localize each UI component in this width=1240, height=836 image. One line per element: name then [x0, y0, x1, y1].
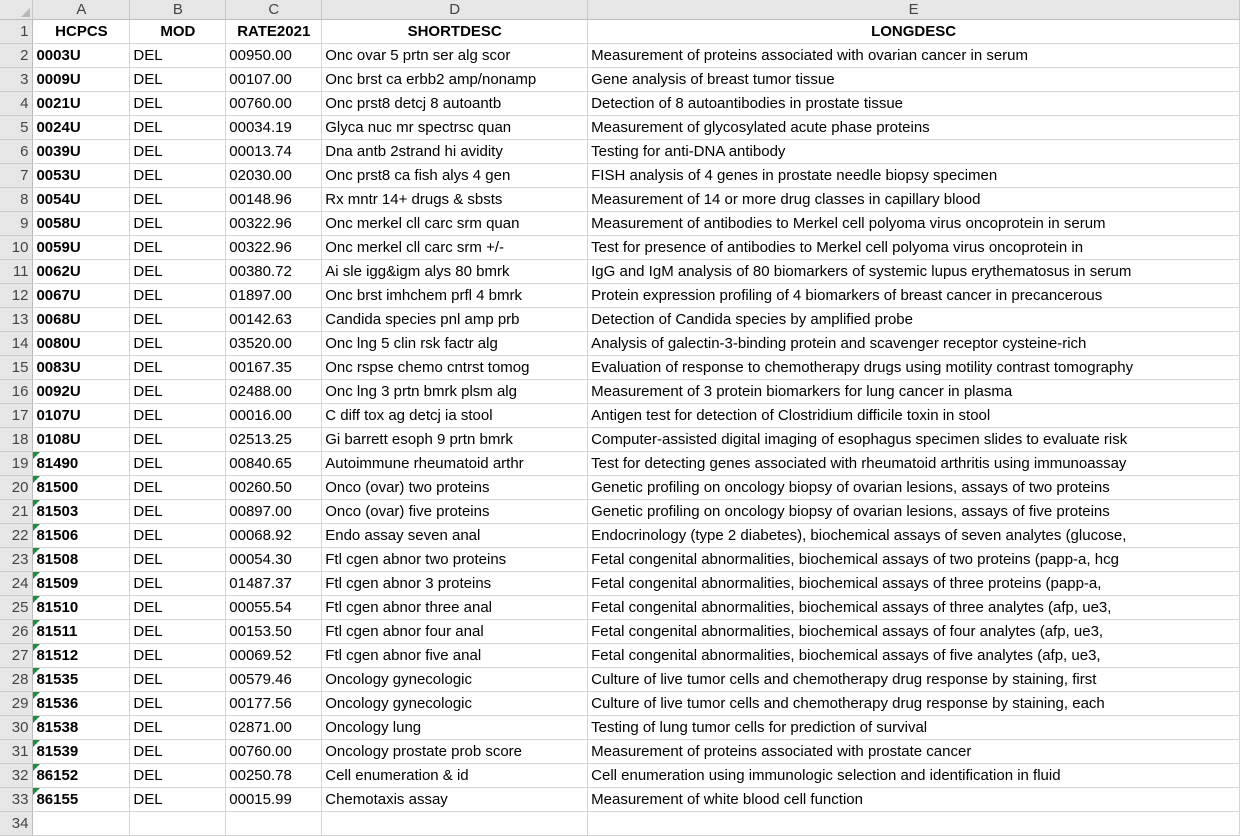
cell-hcpcs[interactable]: 81535	[33, 668, 130, 692]
row-number[interactable]: 10	[0, 236, 33, 260]
row-number[interactable]: 30	[0, 716, 33, 740]
column-header-d[interactable]: D	[322, 0, 588, 20]
cell-mod[interactable]: DEL	[130, 140, 226, 164]
cell-longdesc[interactable]: Cell enumeration using immunologic selection and identification in fluid	[588, 764, 1240, 788]
table-row	[0, 668, 1240, 692]
table-row-partial	[0, 812, 1240, 836]
table-row	[0, 356, 1240, 380]
cell-shortdesc[interactable]: Onc lng 3 prtn bmrk plsm alg	[322, 380, 588, 404]
cell-longdesc[interactable]: Measurement of glycosylated acute phase proteins	[588, 116, 1240, 140]
table-row	[0, 92, 1240, 116]
row-number[interactable]: 23	[0, 548, 33, 572]
cell-hcpcs[interactable]: 81500	[33, 476, 130, 500]
table-row	[0, 44, 1240, 68]
cell-shortdesc[interactable]: Onc merkel cll carc srm quan	[322, 212, 588, 236]
cell-longdesc[interactable]: Genetic profiling on oncology biopsy of ovarian lesions, assays of two proteins	[588, 476, 1240, 500]
row-number[interactable]: 31	[0, 740, 33, 764]
cell-longdesc[interactable]: Analysis of galectin-3-binding protein and scavenger receptor cysteine-rich	[588, 332, 1240, 356]
row-number[interactable]: 3	[0, 68, 33, 92]
cell-hcpcs[interactable]: 0068U	[33, 308, 130, 332]
cell-shortdesc[interactable]: Onco (ovar) two proteins	[322, 476, 588, 500]
cell-hcpcs[interactable]: 81503	[33, 500, 130, 524]
cell-rate[interactable]: 00142.63	[226, 308, 322, 332]
cell-longdesc[interactable]: Evaluation of response to chemotherapy drugs using motility contrast tomography	[588, 356, 1240, 380]
cell-longdesc[interactable]: Fetal congenital abnormalities, biochemical assays of three analytes (afp, ue3,	[588, 596, 1240, 620]
cell-shortdesc[interactable]: Oncology lung	[322, 716, 588, 740]
cell-rate[interactable]: 00069.52	[226, 644, 322, 668]
row-number[interactable]: 24	[0, 572, 33, 596]
cell-mod[interactable]: DEL	[130, 188, 226, 212]
row-number[interactable]: 17	[0, 404, 33, 428]
cell-hcpcs[interactable]: 0092U	[33, 380, 130, 404]
cell-mod[interactable]: DEL	[130, 356, 226, 380]
cell-hcpcs[interactable]: 81512	[33, 644, 130, 668]
table-row	[0, 284, 1240, 308]
row-number[interactable]: 19	[0, 452, 33, 476]
cell-hcpcs[interactable]: 0009U	[33, 68, 130, 92]
row-number[interactable]: 8	[0, 188, 33, 212]
table-row	[0, 164, 1240, 188]
cell-longdesc[interactable]: Culture of live tumor cells and chemotherapy drug response by staining, first	[588, 668, 1240, 692]
cell-longdesc[interactable]: Detection of Candida species by amplified probe	[588, 308, 1240, 332]
cell-shortdesc[interactable]: Onc prst8 ca fish alys 4 gen	[322, 164, 588, 188]
cell-rate[interactable]: 02513.25	[226, 428, 322, 452]
cell-mod[interactable]: DEL	[130, 692, 226, 716]
cell-mod[interactable]: DEL	[130, 236, 226, 260]
cell-mod[interactable]: DEL	[130, 404, 226, 428]
table-row	[0, 716, 1240, 740]
cell-rate[interactable]: 00034.19	[226, 116, 322, 140]
row-number[interactable]: 26	[0, 620, 33, 644]
cell-shortdesc[interactable]: Cell enumeration & id	[322, 764, 588, 788]
cell-shortdesc[interactable]: Chemotaxis assay	[322, 788, 588, 812]
cell-longdesc[interactable]: Computer-assisted digital imaging of esophagus specimen slides to evaluate risk	[588, 428, 1240, 452]
cell-shortdesc[interactable]: Onc ovar 5 prtn ser alg scor	[322, 44, 588, 68]
table-row	[0, 212, 1240, 236]
cell-mod[interactable]: DEL	[130, 620, 226, 644]
empty-cell[interactable]	[226, 812, 322, 836]
cell-shortdesc[interactable]: Rx mntr 14+ drugs & sbsts	[322, 188, 588, 212]
table-row	[0, 428, 1240, 452]
table-row	[0, 500, 1240, 524]
row-number[interactable]: 4	[0, 92, 33, 116]
row-number[interactable]: 25	[0, 596, 33, 620]
cell-hcpcs[interactable]: 81508	[33, 548, 130, 572]
cell-longdesc[interactable]: Measurement of 3 protein biomarkers for lung cancer in plasma	[588, 380, 1240, 404]
column-header-c[interactable]: C	[226, 0, 322, 20]
cell-rate[interactable]: 00840.65	[226, 452, 322, 476]
cell-shortdesc[interactable]: Ftl cgen abnor two proteins	[322, 548, 588, 572]
cell-hcpcs[interactable]: 0058U	[33, 212, 130, 236]
cell-longdesc[interactable]: Fetal congenital abnormalities, biochemical assays of four analytes (afp, ue3,	[588, 620, 1240, 644]
table-row	[0, 68, 1240, 92]
cell-longdesc[interactable]: Measurement of 14 or more drug classes in capillary blood	[588, 188, 1240, 212]
cell-mod[interactable]: DEL	[130, 44, 226, 68]
cell-mod[interactable]: DEL	[130, 572, 226, 596]
cell-longdesc[interactable]: Culture of live tumor cells and chemotherapy drug response by staining, each	[588, 692, 1240, 716]
cell-longdesc[interactable]: Endocrinology (type 2 diabetes), biochemical assays of seven analytes (glucose,	[588, 524, 1240, 548]
cell-mod[interactable]: DEL	[130, 596, 226, 620]
row-number[interactable]: 32	[0, 764, 33, 788]
cell-longdesc[interactable]: Fetal congenital abnormalities, biochemical assays of five analytes (afp, ue3,	[588, 644, 1240, 668]
cell-hcpcs[interactable]: 81538	[33, 716, 130, 740]
cell-shortdesc[interactable]: Oncology gynecologic	[322, 692, 588, 716]
cell-mod[interactable]: DEL	[130, 476, 226, 500]
cell-longdesc[interactable]: Antigen test for detection of Clostridium difficile toxin in stool	[588, 404, 1240, 428]
cell-rate[interactable]: 00054.30	[226, 548, 322, 572]
cell-longdesc[interactable]: Measurement of proteins associated with prostate cancer	[588, 740, 1240, 764]
cell-longdesc[interactable]: Testing of lung tumor cells for prediction of survival	[588, 716, 1240, 740]
row-number[interactable]: 16	[0, 380, 33, 404]
row-number[interactable]: 14	[0, 332, 33, 356]
table-row	[0, 236, 1240, 260]
header-data-row	[0, 20, 1240, 44]
table-row	[0, 404, 1240, 428]
cell-rate[interactable]: 00068.92	[226, 524, 322, 548]
table-row	[0, 572, 1240, 596]
header-cell-shortdesc[interactable]: SHORTDESC	[322, 20, 588, 44]
cell-shortdesc[interactable]: Ftl cgen abnor three anal	[322, 596, 588, 620]
cell-shortdesc[interactable]: Endo assay seven anal	[322, 524, 588, 548]
cell-rate[interactable]: 00167.35	[226, 356, 322, 380]
cell-hcpcs[interactable]: 81490	[33, 452, 130, 476]
cell-longdesc[interactable]: Detection of 8 autoantibodies in prostate tissue	[588, 92, 1240, 116]
column-header-row	[0, 0, 1240, 20]
row-number[interactable]: 15	[0, 356, 33, 380]
cell-hcpcs[interactable]: 86155	[33, 788, 130, 812]
cell-mod[interactable]: DEL	[130, 164, 226, 188]
cell-shortdesc[interactable]: Candida species pnl amp prb	[322, 308, 588, 332]
header-cell-mod[interactable]: MOD	[130, 20, 226, 44]
cell-rate[interactable]: 02030.00	[226, 164, 322, 188]
row-number[interactable]: 12	[0, 284, 33, 308]
row-number[interactable]: 6	[0, 140, 33, 164]
cell-mod[interactable]: DEL	[130, 92, 226, 116]
cell-longdesc[interactable]: Fetal congenital abnormalities, biochemical assays of two proteins (papp-a, hcg	[588, 548, 1240, 572]
cell-longdesc[interactable]: Protein expression profiling of 4 biomarkers of breast cancer in precancerous	[588, 284, 1240, 308]
cell-shortdesc[interactable]: Ftl cgen abnor four anal	[322, 620, 588, 644]
table-row	[0, 332, 1240, 356]
empty-cell[interactable]	[130, 812, 226, 836]
cell-shortdesc[interactable]: Dna antb 2strand hi avidity	[322, 140, 588, 164]
cell-mod[interactable]: DEL	[130, 668, 226, 692]
empty-cell[interactable]	[322, 812, 588, 836]
row-number[interactable]: 34	[0, 812, 33, 836]
table-row	[0, 452, 1240, 476]
cell-rate[interactable]: 01897.00	[226, 284, 322, 308]
cell-shortdesc[interactable]: Oncology prostate prob score	[322, 740, 588, 764]
cell-mod[interactable]: DEL	[130, 428, 226, 452]
cell-rate[interactable]: 00322.96	[226, 236, 322, 260]
cell-shortdesc[interactable]: Glyca nuc mr spectrsc quan	[322, 116, 588, 140]
cell-rate[interactable]: 00107.00	[226, 68, 322, 92]
cell-rate[interactable]: 03520.00	[226, 332, 322, 356]
row-number[interactable]: 7	[0, 164, 33, 188]
cell-longdesc[interactable]: Fetal congenital abnormalities, biochemical assays of three proteins (papp-a,	[588, 572, 1240, 596]
cell-hcpcs[interactable]: 0108U	[33, 428, 130, 452]
empty-cell[interactable]	[588, 812, 1240, 836]
cell-shortdesc[interactable]: Oncology gynecologic	[322, 668, 588, 692]
cell-shortdesc[interactable]: Onc merkel cll carc srm +/-	[322, 236, 588, 260]
table-row	[0, 524, 1240, 548]
table-row	[0, 140, 1240, 164]
cell-rate[interactable]: 00579.46	[226, 668, 322, 692]
cell-shortdesc[interactable]: Onc brst ca erbb2 amp/nonamp	[322, 68, 588, 92]
cell-longdesc[interactable]: Measurement of antibodies to Merkel cell polyoma virus oncoprotein in serum	[588, 212, 1240, 236]
cell-rate[interactable]: 02871.00	[226, 716, 322, 740]
cell-shortdesc[interactable]: Onc prst8 detcj 8 autoantb	[322, 92, 588, 116]
cell-hcpcs[interactable]: 0039U	[33, 140, 130, 164]
row-number[interactable]: 33	[0, 788, 33, 812]
cell-rate[interactable]: 02488.00	[226, 380, 322, 404]
row-number[interactable]: 18	[0, 428, 33, 452]
cell-rate[interactable]: 01487.37	[226, 572, 322, 596]
cell-hcpcs[interactable]: 81536	[33, 692, 130, 716]
cell-mod[interactable]: DEL	[130, 284, 226, 308]
cell-hcpcs[interactable]: 86152	[33, 764, 130, 788]
cell-longdesc[interactable]: Test for detecting genes associated with rheumatoid arthritis using immunoassay	[588, 452, 1240, 476]
row-number[interactable]: 29	[0, 692, 33, 716]
header-cell-longdesc[interactable]: LONGDESC	[588, 20, 1240, 44]
cell-shortdesc[interactable]: Ftl cgen abnor 3 proteins	[322, 572, 588, 596]
row-number[interactable]: 22	[0, 524, 33, 548]
cell-shortdesc[interactable]: C diff tox ag detcj ia stool	[322, 404, 588, 428]
table-row	[0, 596, 1240, 620]
table-row	[0, 116, 1240, 140]
cell-mod[interactable]: DEL	[130, 380, 226, 404]
cell-mod[interactable]: DEL	[130, 452, 226, 476]
row-number[interactable]: 5	[0, 116, 33, 140]
cell-hcpcs[interactable]: 81510	[33, 596, 130, 620]
cell-mod[interactable]: DEL	[130, 644, 226, 668]
cell-shortdesc[interactable]: Onco (ovar) five proteins	[322, 500, 588, 524]
cell-mod[interactable]: DEL	[130, 68, 226, 92]
cell-hcpcs[interactable]: 0107U	[33, 404, 130, 428]
cell-hcpcs[interactable]: 0021U	[33, 92, 130, 116]
header-cell-rate[interactable]: RATE2021	[226, 20, 322, 44]
table-row	[0, 740, 1240, 764]
cell-hcpcs[interactable]: 0054U	[33, 188, 130, 212]
cell-shortdesc[interactable]: Onc lng 5 clin rsk factr alg	[322, 332, 588, 356]
cell-rate[interactable]: 00177.56	[226, 692, 322, 716]
cell-hcpcs[interactable]: 0083U	[33, 356, 130, 380]
row-number[interactable]: 27	[0, 644, 33, 668]
header-cell-hcpcs[interactable]: HCPCS	[33, 20, 130, 44]
cell-longdesc[interactable]: FISH analysis of 4 genes in prostate needle biopsy specimen	[588, 164, 1240, 188]
row-number[interactable]: 11	[0, 260, 33, 284]
cell-mod[interactable]: DEL	[130, 116, 226, 140]
cell-hcpcs[interactable]: 81509	[33, 572, 130, 596]
cell-hcpcs[interactable]: 0059U	[33, 236, 130, 260]
cell-rate[interactable]: 00950.00	[226, 44, 322, 68]
cell-rate[interactable]: 00897.00	[226, 500, 322, 524]
table-row	[0, 788, 1240, 812]
cell-rate[interactable]: 00016.00	[226, 404, 322, 428]
cell-hcpcs[interactable]: 0080U	[33, 332, 130, 356]
column-header-b[interactable]: B	[130, 0, 226, 20]
table-row	[0, 188, 1240, 212]
table-row	[0, 692, 1240, 716]
cell-longdesc[interactable]: Test for presence of antibodies to Merkel cell polyoma virus oncoprotein in	[588, 236, 1240, 260]
cell-shortdesc[interactable]: Ai sle igg&igm alys 80 bmrk	[322, 260, 588, 284]
cell-mod[interactable]: DEL	[130, 332, 226, 356]
cell-rate[interactable]: 00322.96	[226, 212, 322, 236]
cell-rate[interactable]: 00760.00	[226, 740, 322, 764]
cell-shortdesc[interactable]: Autoimmune rheumatoid arthr	[322, 452, 588, 476]
row-number[interactable]: 20	[0, 476, 33, 500]
cell-hcpcs[interactable]: 81506	[33, 524, 130, 548]
row-number[interactable]: 13	[0, 308, 33, 332]
cell-hcpcs[interactable]: 0024U	[33, 116, 130, 140]
cell-mod[interactable]: DEL	[130, 740, 226, 764]
cell-mod[interactable]: DEL	[130, 524, 226, 548]
row-number[interactable]: 9	[0, 212, 33, 236]
cell-mod[interactable]: DEL	[130, 260, 226, 284]
cell-hcpcs[interactable]: 0062U	[33, 260, 130, 284]
cell-hcpcs[interactable]: 0067U	[33, 284, 130, 308]
cell-mod[interactable]: DEL	[130, 788, 226, 812]
cell-shortdesc[interactable]: Onc rspse chemo cntrst tomog	[322, 356, 588, 380]
row-number[interactable]: 1	[0, 20, 33, 44]
cell-rate[interactable]: 00153.50	[226, 620, 322, 644]
cell-longdesc[interactable]: Measurement of white blood cell function	[588, 788, 1240, 812]
cell-mod[interactable]: DEL	[130, 716, 226, 740]
cell-mod[interactable]: DEL	[130, 500, 226, 524]
cell-rate[interactable]: 00250.78	[226, 764, 322, 788]
cell-shortdesc[interactable]: Onc brst imhchem prfl 4 bmrk	[322, 284, 588, 308]
cell-mod[interactable]: DEL	[130, 212, 226, 236]
cell-longdesc[interactable]: Genetic profiling on oncology biopsy of ovarian lesions, assays of five proteins	[588, 500, 1240, 524]
select-all-corner[interactable]	[0, 0, 33, 20]
cell-hcpcs[interactable]: 81511	[33, 620, 130, 644]
column-header-e[interactable]: E	[588, 0, 1240, 20]
table-row	[0, 476, 1240, 500]
cell-longdesc[interactable]: Gene analysis of breast tumor tissue	[588, 68, 1240, 92]
cell-mod[interactable]: DEL	[130, 548, 226, 572]
row-number[interactable]: 28	[0, 668, 33, 692]
table-row	[0, 644, 1240, 668]
cell-hcpcs[interactable]: 81539	[33, 740, 130, 764]
cell-longdesc[interactable]: IgG and IgM analysis of 80 biomarkers of systemic lupus erythematosus in serum	[588, 260, 1240, 284]
cell-rate[interactable]: 00013.74	[226, 140, 322, 164]
table-row	[0, 620, 1240, 644]
cell-rate[interactable]: 00380.72	[226, 260, 322, 284]
cell-rate[interactable]: 00015.99	[226, 788, 322, 812]
cell-mod[interactable]: DEL	[130, 764, 226, 788]
table-row	[0, 548, 1240, 572]
cell-hcpcs[interactable]: 0003U	[33, 44, 130, 68]
row-number[interactable]: 2	[0, 44, 33, 68]
cell-hcpcs[interactable]: 0053U	[33, 164, 130, 188]
cell-rate[interactable]: 00148.96	[226, 188, 322, 212]
cell-rate[interactable]: 00260.50	[226, 476, 322, 500]
cell-longdesc[interactable]: Measurement of proteins associated with ovarian cancer in serum	[588, 44, 1240, 68]
cell-rate[interactable]: 00055.54	[226, 596, 322, 620]
table-row	[0, 764, 1240, 788]
cell-mod[interactable]: DEL	[130, 308, 226, 332]
column-header-a[interactable]: A	[33, 0, 130, 20]
cell-longdesc[interactable]: Testing for anti-DNA antibody	[588, 140, 1240, 164]
table-row	[0, 308, 1240, 332]
cell-shortdesc[interactable]: Gi barrett esoph 9 prtn bmrk	[322, 428, 588, 452]
cell-shortdesc[interactable]: Ftl cgen abnor five anal	[322, 644, 588, 668]
table-row	[0, 380, 1240, 404]
cell-rate[interactable]: 00760.00	[226, 92, 322, 116]
row-number[interactable]: 21	[0, 500, 33, 524]
empty-cell[interactable]	[33, 812, 130, 836]
table-row	[0, 260, 1240, 284]
